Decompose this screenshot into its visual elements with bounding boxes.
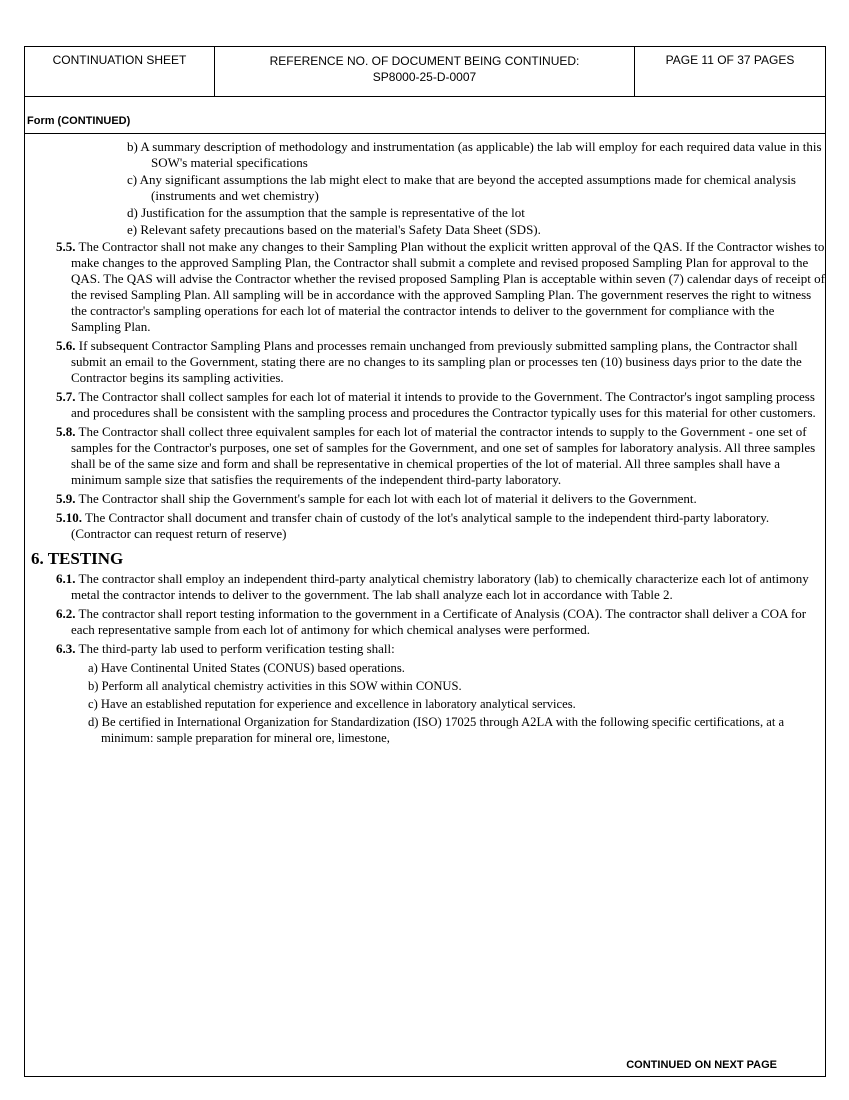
paragraph-number: 5.7. bbox=[56, 389, 76, 404]
list-item: d) Justification for the assumption that the sample is representative of the lot bbox=[127, 205, 525, 220]
paragraph-5-8 bbox=[25, 424, 825, 488]
paragraph-text: The Contractor shall document and transfer chain of custody of the lot's analytical sample to the independent third-party laboratory. (Contractor can request return of reserve) bbox=[71, 510, 770, 541]
paragraph-5-7 bbox=[25, 389, 825, 421]
paragraph-5-9 bbox=[25, 491, 825, 507]
paragraph-text: The contractor shall report testing information to the government in a Certificate of Analysis (COA). The contractor shall deliver a COA for each representative sample from each lot of antimony for which chemical analyses were performed. bbox=[71, 606, 807, 637]
reference-label: REFERENCE NO. OF DOCUMENT BEING CONTINUED: bbox=[269, 54, 580, 68]
paragraph-number: 5.6. bbox=[56, 338, 76, 353]
paragraph-number: 5.8. bbox=[56, 424, 76, 439]
form-title: Form (CONTINUED) bbox=[27, 115, 131, 127]
paragraph-text: The Contractor shall collect three equivalent samples for each lot of material the contractor intends to supply to the Government - one set of samples for the Contractor's purposes, one set of samples for the Government, and one set of samples for laboratory analysis. All three samples shall be of the same size and form and shall be representative in chemical properties of the lot of material. All three samples shall have a minimum sample size that satisfies the requirements of the independent third-party laboratory. bbox=[71, 424, 816, 487]
paragraph-5-10 bbox=[25, 510, 825, 542]
list-item: b) Perform all analytical chemistry activities in this SOW within CONUS. bbox=[88, 679, 462, 693]
list-item: c) Any significant assumptions the lab might elect to make that are beyond the accepted assumptions made for chemical analysis (instruments and wet chemistry) bbox=[127, 172, 796, 203]
paragraph-text: The Contractor shall collect samples for each lot of material it intends to provide to the Government. The Contractor's ingot sampling process and procedures shall be consistent with the sampling process and procedures the Contractor typically uses for this material for other customers. bbox=[71, 389, 816, 420]
reference-number: SP8000-25-D-0007 bbox=[372, 70, 477, 84]
paragraph-number: 6.2. bbox=[56, 606, 76, 621]
paragraph-number: 5.9. bbox=[56, 491, 76, 506]
form-divider bbox=[25, 133, 825, 134]
list-item: d) Be certified in International Organization for Standardization (ISO) 17025 through A2LA with the following specific certifications, at a minimum: sample preparation for mineral ore, limestone, bbox=[88, 715, 785, 745]
paragraph-5-5 bbox=[25, 239, 825, 335]
paragraph-number: 6.1. bbox=[56, 571, 76, 586]
paragraph-text: The third-party lab used to perform verification testing shall: bbox=[78, 641, 395, 656]
list-item: c) Have an established reputation for experience and excellence in laboratory analytical services. bbox=[88, 697, 576, 711]
page-number: PAGE 11 OF 37 PAGES bbox=[665, 53, 795, 67]
continued-footer: CONTINUED ON NEXT PAGE bbox=[626, 1059, 777, 1071]
list-item: b) A summary description of methodology and instrumentation (as applicable) the lab will employ for each required data value in this SOW's material specifications bbox=[127, 139, 822, 170]
paragraph-text: The Contractor shall ship the Government's sample for each lot with each lot of material it delivers to the Government. bbox=[78, 491, 697, 506]
document-body bbox=[25, 139, 825, 748]
header-row bbox=[25, 47, 825, 97]
section-heading: 6. TESTING bbox=[31, 549, 124, 568]
list-item: a) Have Continental United States (CONUS) based operations. bbox=[88, 661, 405, 675]
paragraph-6-1 bbox=[25, 571, 825, 603]
continuation-sheet-label: CONTINUATION SHEET bbox=[25, 47, 215, 96]
paragraph-6-2 bbox=[25, 606, 825, 638]
paragraph-5-6 bbox=[25, 338, 825, 386]
paragraph-number: 5.10. bbox=[56, 510, 82, 525]
paragraph-number: 6.3. bbox=[56, 641, 76, 656]
paragraph-text: The Contractor shall not make any changes to their Sampling Plan without the explicit written approval of the QAS. If the Contractor wishes to make changes to the approved Sampling Plan, the Contractor shall submit a complete and revised proposed Sampling Plan for approval to the QAS. The QAS will advise the Contractor whether the revised proposed Sampling Plan is acceptable within seven (7) calendar days of receipt of the revised Sampling Plan. All sampling will be in accordance with the approved Sampling Plan. The government reserves the right to witness the contractor's sampling operations for each lot of material the contractor intends to deliver to the government for compliance with the Sampling Plan. bbox=[71, 239, 825, 334]
paragraph-6-3 bbox=[25, 641, 825, 657]
paragraph-text: The contractor shall employ an independent third-party analytical chemistry laboratory (lab) to chemically characterize each lot of antimony metal the contractor intends to deliver to the government. The lab shall analyze each lot in accordance with Table 2. bbox=[71, 571, 809, 602]
continuation-sheet bbox=[24, 46, 826, 1077]
list-item: e) Relevant safety precautions based on the material's Safety Data Sheet (SDS). bbox=[127, 222, 541, 237]
reference-cell bbox=[215, 47, 635, 96]
paragraph-number: 5.5. bbox=[56, 239, 76, 254]
paragraph-text: If subsequent Contractor Sampling Plans and processes remain unchanged from previously submitted sampling plans, the Contractor shall submit an email to the Government, stating there are no changes to its sampling plan or processes ten (10) business days prior to the date the Contractor begins its sampling activities. bbox=[71, 338, 802, 385]
